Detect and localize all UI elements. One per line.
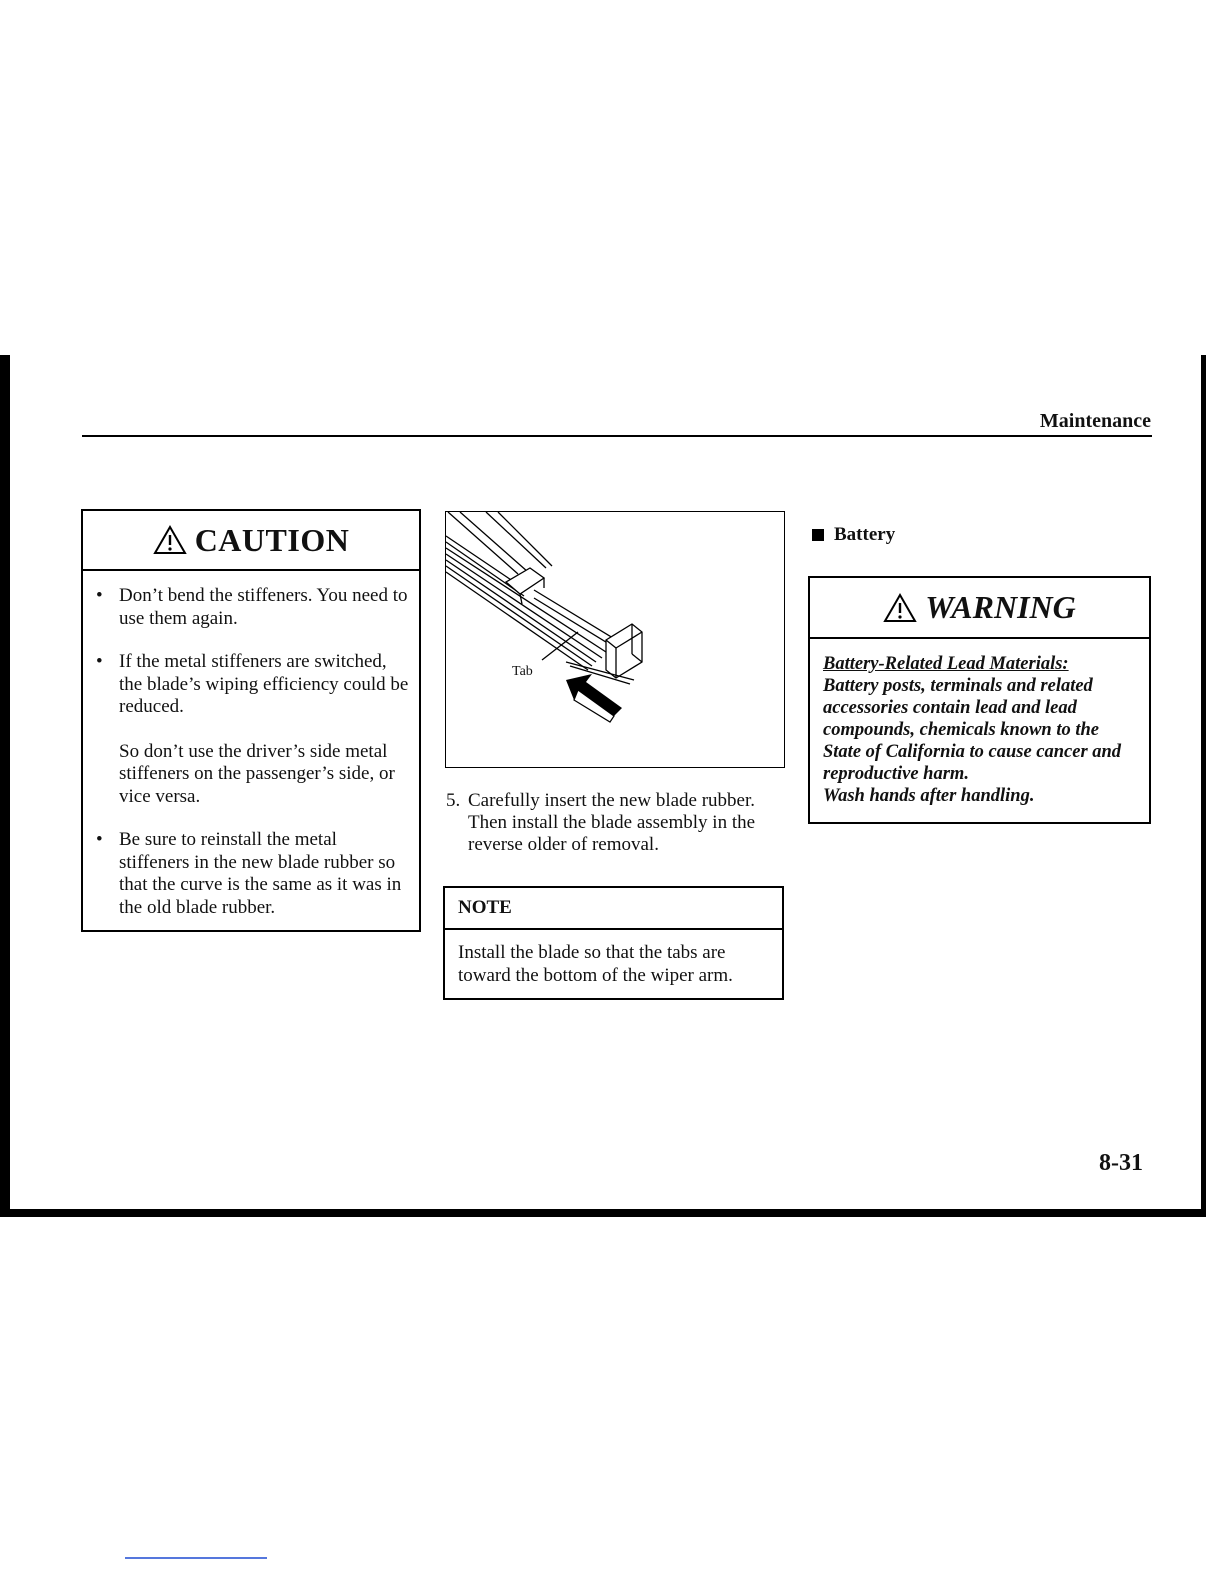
wiper-blade-figure xyxy=(445,511,785,768)
caution-item-text: Be sure to reinstall the metal stiffeners in the new blade rubber so that the curve is the same as it was in the old blade rubber. xyxy=(119,829,402,918)
caution-list xyxy=(83,571,419,919)
warning-text: Battery posts, terminals and related accessories contain lead and lead compounds, chemicals known to the State of California to cause cancer and reproductive harm. xyxy=(823,676,1122,784)
warning-triangle-icon xyxy=(153,525,187,555)
warning-triangle-icon xyxy=(883,593,917,623)
caution-item-text: If the metal stiffeners are switched, the blade’s wiping efficiency could be reduced. xyxy=(119,651,409,717)
bullet-icon: • xyxy=(96,829,103,850)
header-rule xyxy=(82,435,1152,437)
scan-artifact-line xyxy=(125,1557,267,1559)
step-text: Carefully insert the new blade rubber. Then install the blade assembly in the reverse older of removal. xyxy=(468,790,756,855)
caution-item-text: Don’t bend the stiffeners. You need to use them again. xyxy=(119,585,408,629)
page-frame-bottom xyxy=(0,1209,1206,1217)
list-item xyxy=(83,585,409,630)
warning-subtitle: Battery-Related Lead Materials: xyxy=(823,654,1069,674)
battery-heading-text: Battery xyxy=(834,524,896,545)
note-text: Install the blade so that the tabs are toward the bottom of the wiper arm. xyxy=(458,942,733,986)
note-box xyxy=(443,886,784,1000)
warning-box xyxy=(808,576,1151,824)
warning-body xyxy=(810,639,1149,807)
list-item xyxy=(83,651,409,808)
square-bullet-icon xyxy=(812,529,824,541)
warning-title: WARNING xyxy=(925,589,1076,625)
bullet-icon: • xyxy=(96,651,103,672)
warning-instruction: Wash hands after handling. xyxy=(823,786,1035,806)
list-item xyxy=(83,829,409,919)
page-frame-left xyxy=(0,355,10,1217)
section-title: Maintenance xyxy=(1039,410,1151,432)
figure-callout-label: Tab xyxy=(512,664,533,679)
insert-arrow-icon xyxy=(566,674,622,722)
battery-heading xyxy=(812,524,895,546)
caution-box xyxy=(81,509,421,932)
step-5 xyxy=(446,790,786,856)
caution-title: CAUTION xyxy=(194,521,350,558)
caution-item-text: So don’t use the driver’s side metal stiffeners on the passenger’s side, or vice versa. xyxy=(119,740,395,807)
page-frame-right xyxy=(1201,355,1206,1217)
step-number: 5. xyxy=(446,790,461,811)
page-number: 8-31 xyxy=(1099,1150,1143,1176)
note-header: NOTE xyxy=(445,888,782,930)
warning-header xyxy=(810,578,1149,639)
bullet-icon: • xyxy=(96,585,103,606)
caution-header xyxy=(83,511,419,571)
wiper-blade-illustration xyxy=(446,512,785,768)
